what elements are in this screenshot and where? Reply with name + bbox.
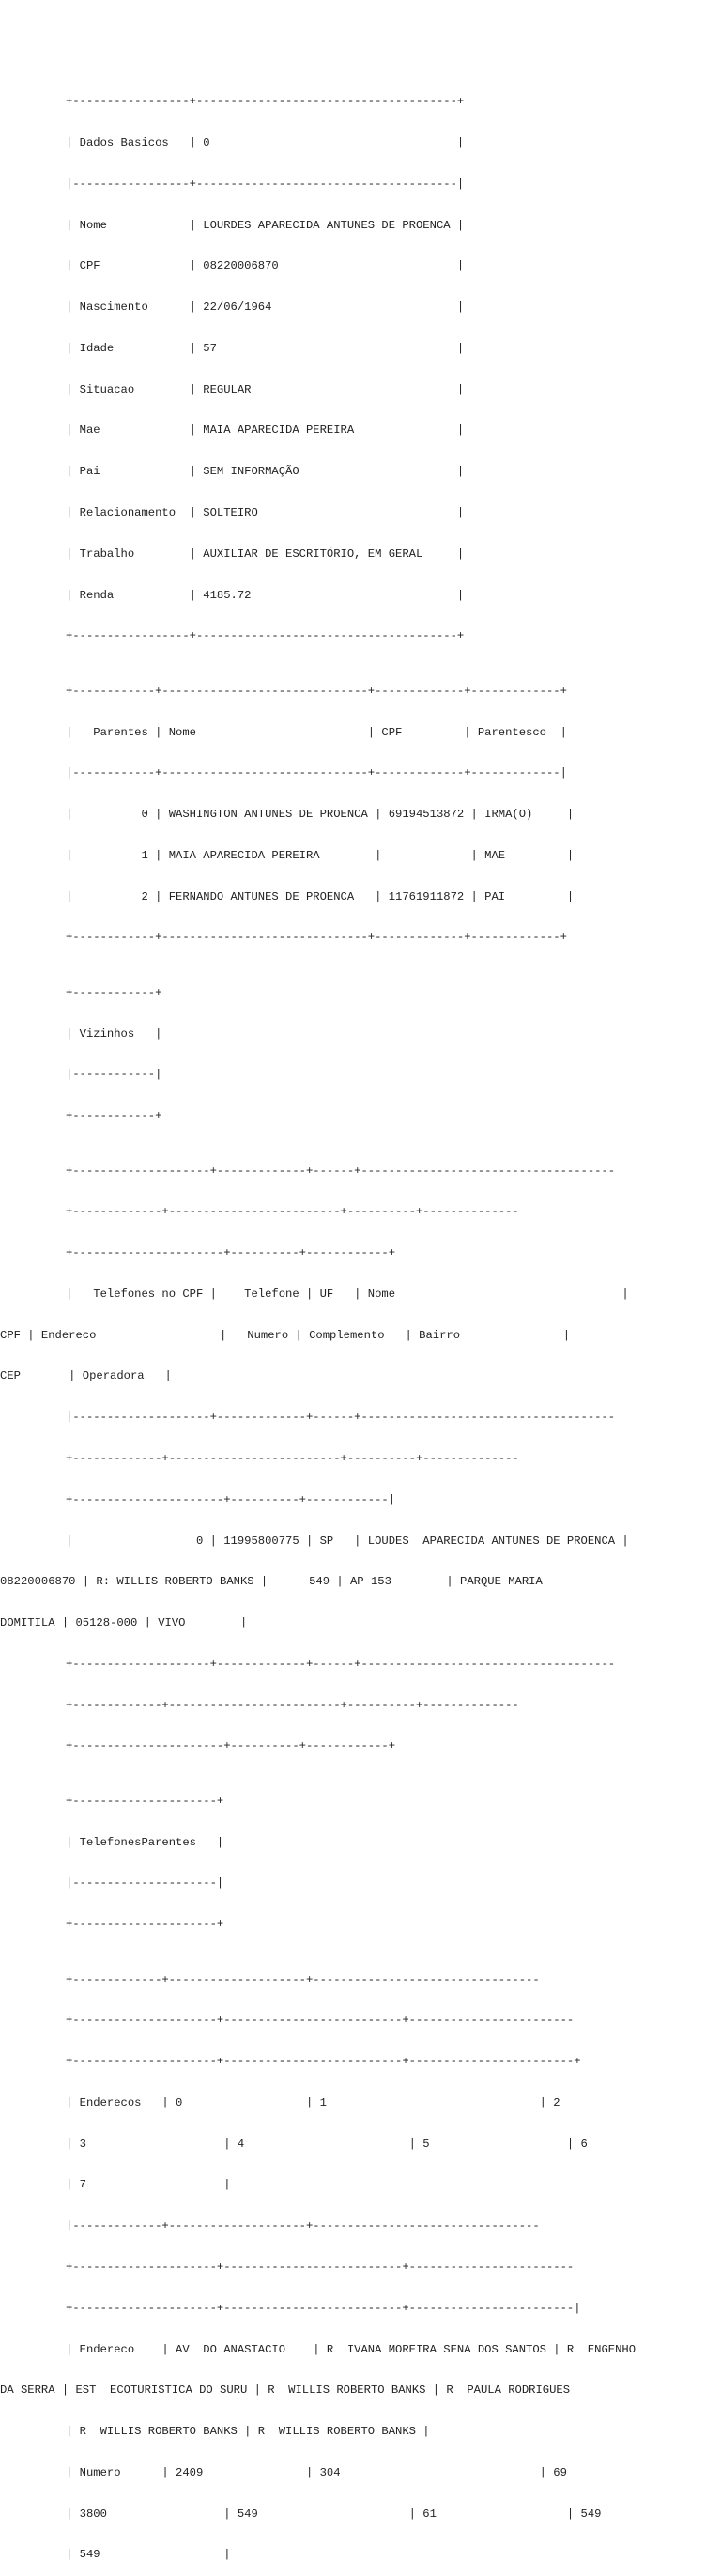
phones-border-bottom: +----------------------+----------+------------+: [66, 1739, 396, 1753]
relative-phones-header-row: | TelefonesParentes |: [66, 1835, 224, 1849]
basic-data-row-pai: | Pai | SEM INFORMAÇÃO |: [66, 465, 465, 479]
relatives-header-row: | Parentes | Nome | CPF | Parentesco |: [66, 725, 567, 739]
neighbors-border-bottom: +------------+: [66, 1109, 162, 1123]
addresses-header-row: | 7 |: [66, 2178, 231, 2192]
addresses-separator: +---------------------+--------------------------+------------------------|: [66, 2301, 581, 2315]
phones-header-row: | Telefones no CPF | Telefone | UF | Nome |: [66, 1287, 629, 1301]
addresses-header-row: | 3 | 4 | 5 | 6: [66, 2136, 588, 2151]
basic-data-row-nascimento: | Nascimento | 22/06/1964 |: [66, 301, 465, 315]
basic-data-row-renda: | Renda | 4185.72 |: [66, 588, 465, 602]
addresses-border-top: +---------------------+--------------------------+------------------------: [66, 2013, 575, 2028]
report-document: [0, 68, 637, 2576]
basic-data-row-nome: | Nome | LOURDES APARECIDA ANTUNES DE PROENCA |: [66, 218, 465, 232]
neighbors-separator: |------------|: [66, 1068, 162, 1082]
relative-phones-border-bottom: +---------------------+: [66, 1918, 224, 1932]
addresses-row-endereco: | Endereco | AV DO ANASTACIO | R IVANA MOREIRA SENA DOS SANTOS | R ENGENHO: [66, 2342, 637, 2356]
phones-border-top: +--------------------+-------------+------+-------------------------------------: [66, 1164, 616, 1178]
relatives-border-bottom: +------------+------------------------------+-------------+-------------+: [66, 931, 567, 945]
basic-data-border-bottom: +-----------------+--------------------------------------+: [66, 629, 465, 643]
addresses-separator: |-------------+--------------------+---------------------------------: [66, 2219, 540, 2233]
phones-separator: +-------------+-------------------------+----------+--------------: [66, 1451, 519, 1465]
relative-phones-border-top: +---------------------+: [66, 1794, 224, 1808]
relatives-row: | 2 | FERNANDO ANTUNES DE PROENCA | 11761911872 | PAI |: [66, 889, 575, 903]
basic-data-row-trabalho: | Trabalho | AUXILIAR DE ESCRITÓRIO, EM GERAL |: [66, 547, 465, 561]
addresses-separator: +---------------------+--------------------------+------------------------: [66, 2260, 575, 2274]
basic-data-header-row: | Dados Basicos | 0 |: [66, 135, 465, 149]
relatives-border-top: +------------+------------------------------+-------------+-------------+: [66, 684, 567, 698]
basic-data-separator: |-----------------+--------------------------------------|: [66, 177, 465, 191]
addresses-border-top: +---------------------+--------------------------+------------------------+: [66, 2055, 581, 2069]
phones-separator: +----------------------+----------+------------|: [66, 1492, 396, 1506]
phones-header-row: CEP | Operadora |: [0, 1369, 172, 1383]
relatives-separator: |------------+------------------------------+-------------+-------------|: [66, 766, 567, 780]
basic-data-row-cpf: | CPF | 08220006870 |: [66, 259, 465, 273]
phones-header-row: CPF | Endereco | Numero | Complemento | Bairro |: [0, 1328, 571, 1342]
addresses-row-numero: | 3800 | 549 | 61 | 549: [66, 2507, 602, 2521]
addresses-row-endereco: DA SERRA | EST ECOTURISTICA DO SURU | R WILLIS ROBERTO BANKS | R PAULA RODRIGUES: [0, 2383, 571, 2398]
basic-data-row-situacao: | Situacao | REGULAR |: [66, 382, 465, 396]
basic-data-row-mae: | Mae | MAIA APARECIDA PEREIRA |: [66, 424, 465, 438]
phones-data-row: 08220006870 | R: WILLIS ROBERTO BANKS | 549 | AP 153 | PARQUE MARIA: [0, 1575, 543, 1589]
addresses-border-top: +-------------+--------------------+---------------------------------: [66, 1972, 540, 1986]
addresses-header-row: | Enderecos | 0 | 1 | 2: [66, 2095, 560, 2109]
phones-data-row: | 0 | 11995800775 | SP | LOUDES APARECIDA ANTUNES DE PROENCA |: [66, 1534, 629, 1548]
relatives-row: | 0 | WASHINGTON ANTUNES DE PROENCA | 69194513872 | IRMA(O) |: [66, 808, 575, 822]
neighbors-header-row: | Vizinhos |: [66, 1026, 162, 1041]
addresses-row-numero: | Numero | 2409 | 304 | 69: [66, 2465, 567, 2479]
basic-data-row-relacionamento: | Relacionamento | SOLTEIRO |: [66, 506, 465, 519]
addresses-row-endereco: | R WILLIS ROBERTO BANKS | R WILLIS ROBERTO BANKS |: [66, 2425, 430, 2439]
neighbors-border-top: +------------+: [66, 985, 162, 999]
phones-separator: |--------------------+-------------+------+-------------------------------------: [66, 1411, 616, 1425]
relative-phones-separator: |---------------------|: [66, 1876, 224, 1890]
phones-border-bottom: +--------------------+-------------+------+-------------------------------------: [66, 1657, 616, 1671]
basic-data-border-top: +-----------------+--------------------------------------+: [66, 95, 465, 109]
phones-data-row: DOMITILA | 05128-000 | VIVO |: [0, 1616, 248, 1630]
basic-data-row-idade: | Idade | 57 |: [66, 341, 465, 355]
relatives-row: | 1 | MAIA APARECIDA PEREIRA | | MAE |: [66, 848, 575, 862]
phones-border-top: +-------------+-------------------------+----------+--------------: [66, 1205, 519, 1219]
addresses-row-numero: | 549 |: [66, 2548, 231, 2562]
phones-border-bottom: +-------------+-------------------------+----------+--------------: [66, 1698, 519, 1712]
phones-border-top: +----------------------+----------+------------+: [66, 1246, 396, 1260]
